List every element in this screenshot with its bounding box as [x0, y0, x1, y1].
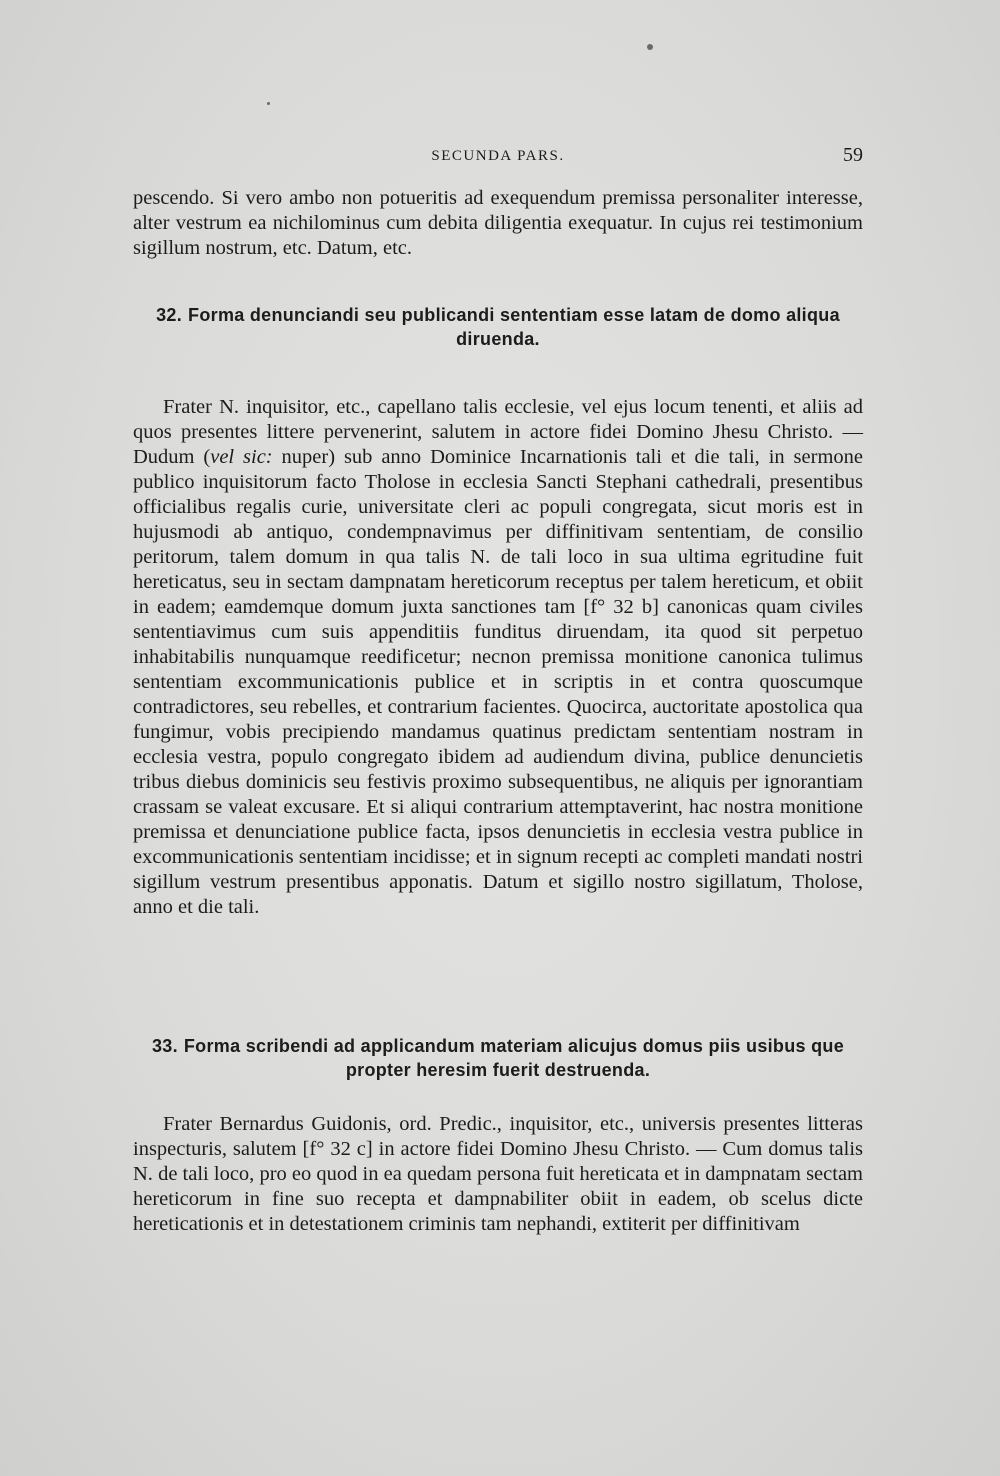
paragraph-continuation: [133, 186, 863, 261]
ink-speck: [267, 102, 270, 105]
section-title: Forma denunciandi seu publicandi sententiam esse latam de domo aliqua diruenda.: [188, 305, 840, 349]
running-head: [133, 144, 863, 170]
section-heading-33: [133, 1034, 863, 1082]
page-number: 59: [843, 144, 863, 166]
paragraph-main: [133, 395, 863, 920]
ink-speck: [647, 44, 653, 50]
paragraph-text: pescendo. Si vero ambo non potueritis ad exequendum premissa personaliter interesse, alter vestrum ea nichilominus cum debita diligentia exequatur. In cujus rei testimonium sigillum nostrum, etc. Datum, etc.: [133, 187, 863, 259]
paragraph-text-part: nuper) sub anno Dominice Incarnationis tali et die tali, in sermone publico inquisitorum facto Tholose in ecclesia Sancti Stephani cathedrali, presentibus officialibus regalis curie, universitate cleri ac populi congregata, sicut moris est in hujusmodi ab antiquo, condempnavimus per diffinitivam sententiam, de consilio peritorum, talem domum in qua talis N. de tali loco in sua ultima egritudine fuit hereticatus, seu in sectam dampnatam hereticorum receptus per talem hereticum, et obiit in eadem; eamdemque domum juxta sanctiones tam [f° 32 b] canonicas quam civiles sententiavimus cum suis appenditiis funditus diruendam, ita quod sit perpetuo inhabitabilis nunquamque reedificetur; necnon premissa monitione canonica tulimus sententiam excommunicationis publice et in scriptis in et contra quoscumque contradictores, seu rebelles, et contrarium facientes. Quocirca, auctoritate apostolica qua fungimur, vobis precipiendo mandamus quatinus predictam sententiam nostram in ecclesia vestra, populo congregato ibidem ad audiendum divina, publice denuncietis tribus diebus dominicis seu festivis proximo subsequentibus, ne aliquis per ignorantiam crassam se valeat excusare. Et si aliqui contrarium attemptaverint, hac nostra monitione premissa et denunciatione publice facta, ipsos denuncietis in ecclesia vestra publice in excommunicationis sententiam incidisse; et in signum recepti ac completi mandati nostri sigillum vestrum presentibus apponatis. Datum et sigillo nostro sigillatum, Tholose, anno et die tali.: [133, 446, 863, 918]
section-title: Forma scribendi ad applicandum materiam alicujus domus piis usibus que propter heresim fuerit destruenda.: [183, 1036, 845, 1080]
section-heading-32: [133, 303, 863, 351]
paragraph-text: Frater Bernardus Guidonis, ord. Predic., inquisitor, etc., universis presentes litteras inspecturis, salutem [f° 32 c] in actore fidei Domino Jhesu Christo. — Cum domus talis N. de tali loco, pro eo quod in ea quedam persona fuit hereticata et in dampnatam sectam hereticorum in fine suo recepta et dampnabiliter obiit in eadem, ob scelus dicte hereticationis et in detestationem criminis tam nephandi, extiterit per diffinitivam: [133, 1113, 863, 1235]
section-number: 32.: [156, 305, 183, 325]
paragraph-text: [133, 395, 863, 920]
paragraph-text-part: Frater N. inquisitor, etc., capellano talis ecclesie, vel ejus locum tenenti, et aliis ad quos presentes littere pervenerint, salutem in actore fidei Domino Jhesu Christo. — Dudum (: [133, 396, 863, 468]
running-title: SECUNDA PARS.: [431, 148, 565, 164]
paragraph-final: [133, 1112, 863, 1237]
section-number: 33.: [151, 1036, 178, 1056]
italic-note: vel sic:: [210, 446, 273, 468]
